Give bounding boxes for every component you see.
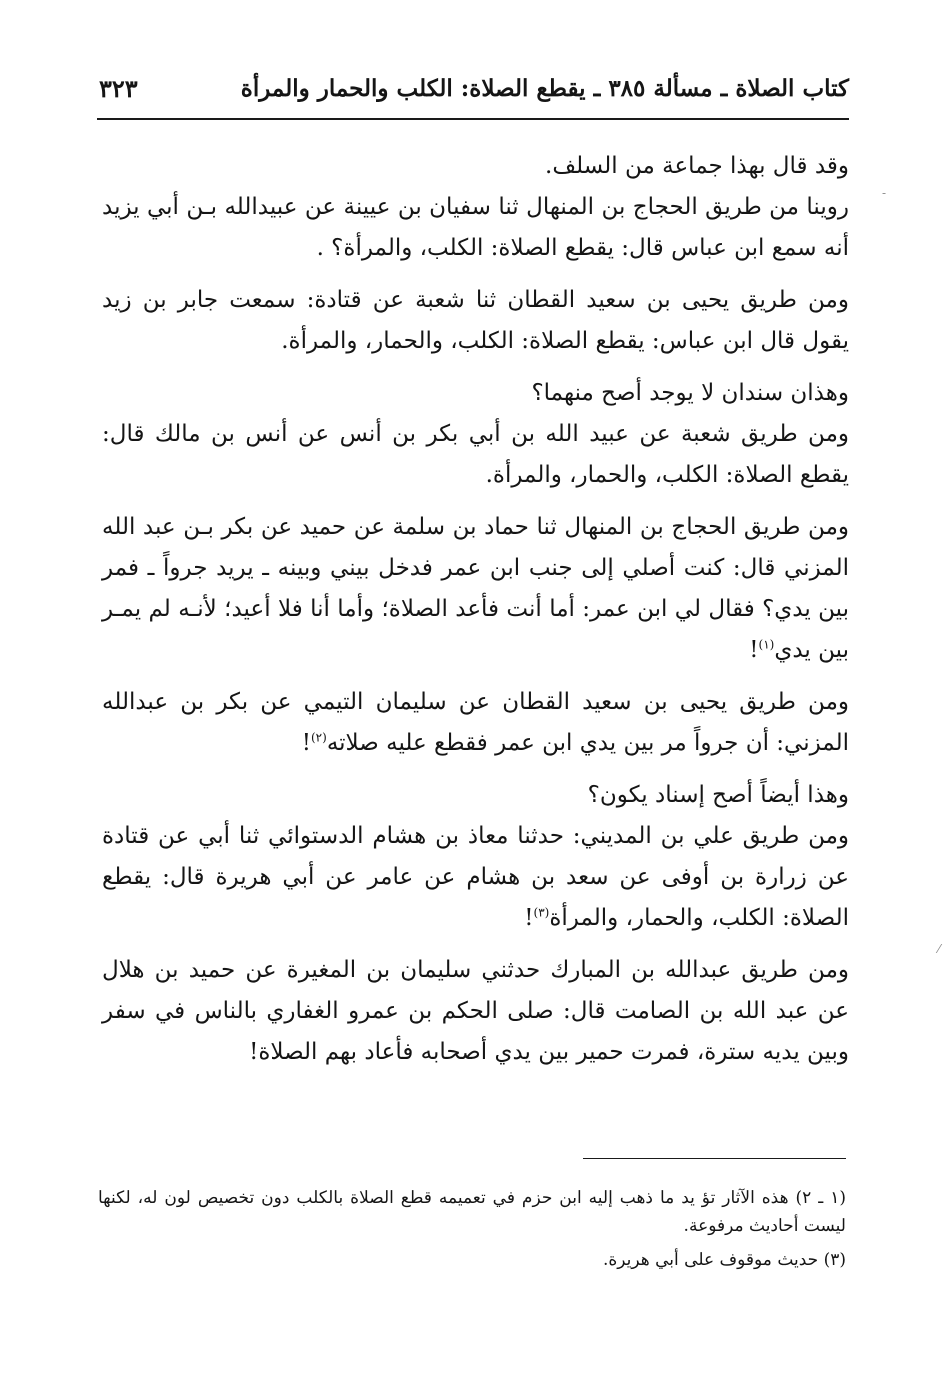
paragraph-tail: ! bbox=[524, 905, 534, 931]
paragraph-5 bbox=[102, 414, 849, 496]
paragraph-tail: ! bbox=[301, 730, 311, 756]
paragraph-text: ومن طريق يحيى بن سعيد القطان ثنا شعبة عن قتادة: سمعت جابر بن زيد يقول قال ابن عباس: يقطع الصلاة: الكلب، والحمار، والمرأة. bbox=[102, 287, 849, 354]
footnote-separator bbox=[583, 1158, 846, 1159]
footnotes bbox=[98, 1184, 846, 1280]
paragraph-text: ومن طريق يحيى بن سعيد القطان عن سليمان التيمي عن بكر بن عبدالله المزني: أن جرواً مر بين يدي ابن عمر فقطع عليه صلاته bbox=[102, 689, 849, 756]
footnote-ref-2: (٢) bbox=[310, 730, 327, 745]
paragraph-3 bbox=[102, 280, 849, 362]
paragraph-6 bbox=[102, 507, 849, 671]
page-body bbox=[102, 146, 849, 1084]
scan-speck: ⁄ bbox=[937, 942, 940, 956]
paragraph-8 bbox=[102, 775, 849, 816]
footnote-3: (٣) حديث موقوف على أبي هريرة. bbox=[602, 1250, 846, 1270]
paragraph-text: ومن طريق عبدالله بن المبارك حدثني سليمان بن المغيرة عن حميد بن هلال عن عبد الله بن الصامت قال: صلى الحكم بن عمرو الغفاري بالناس في سفر وبين يديه سترة، فمرت حمير بين يدي أصحابه فأعاد بهم الصلاة! bbox=[102, 957, 849, 1065]
paragraph-text: وهذان سندان لا يوجد أصح منهما؟ bbox=[531, 380, 849, 406]
paragraph-7 bbox=[102, 682, 849, 764]
paragraph-text: ومن طريق شعبة عن عبيد الله بن أبي بكر بن أنس عن أنس بن مالك قال: يقطع الصلاة: الكلب، والحمار، والمرأة. bbox=[102, 421, 849, 488]
paragraph-2 bbox=[102, 187, 849, 269]
paragraph-text: روينا من طريق الحجاج بن المنهال ثنا سفيان بن عيينة عن عبيدالله بـن أبي يزيد أنه سمع ابن عباس قال: يقطع الصلاة: الكلب، والمرأة؟ . bbox=[102, 194, 849, 261]
paragraph-text: وقد قال بهذا جماعة من السلف. bbox=[545, 153, 849, 179]
page-header bbox=[97, 72, 849, 120]
paragraph-9 bbox=[102, 816, 849, 939]
footnote-ref-1: (١) bbox=[758, 637, 775, 652]
footnote-1-2: (١ ـ ٢) هذه الآثار تؤ يد ما ذهب إليه ابن حزم في تعميمه قطع الصلاة بالكلب دون تخصيص لون له، لكنها ليست أحاديث مرفوعة. bbox=[98, 1188, 846, 1236]
scan-speck: - bbox=[881, 186, 886, 200]
paragraph-text: ومن طريق علي بن المديني: حدثنا معاذ بن هشام الدستوائي ثنا أبي عن قتادة عن زرارة بن أوفى عن سعد بن هشام عن عامر عن أبي هريرة قال: يقطع الصلاة: الكلب، والحمار، والمرأة bbox=[102, 823, 849, 931]
page-number: ٣٢٣ bbox=[99, 74, 138, 103]
paragraph-tail: ! bbox=[749, 637, 759, 663]
paragraph-1 bbox=[102, 146, 849, 187]
footnote-ref-3: (٣) bbox=[533, 905, 550, 920]
paragraph-text: وهذا أيضاً أصح إسناد يكون؟ bbox=[587, 782, 849, 808]
paragraph-10 bbox=[102, 950, 849, 1073]
running-head: كتاب الصلاة ـ مسألة ٣٨٥ ـ يقطع الصلاة: الكلب والحمار والمرأة bbox=[240, 75, 849, 102]
paragraph-4 bbox=[102, 373, 849, 414]
paragraph-text: ومن طريق الحجاج بن المنهال ثنا حماد بن سلمة عن حميد عن بكر بـن عبد الله المزني قال: كنت أصلي إلى جنب ابن عمر فدخل بيني وبينه ـ يريد جرواً ـ فمر بين يدي؟ فقال لي ابن عمر: أما أنت فأعد الصلاة؛ وأما أنا فلا أعيد؛ لأنـه لم يمـر بين يدي bbox=[102, 514, 849, 663]
